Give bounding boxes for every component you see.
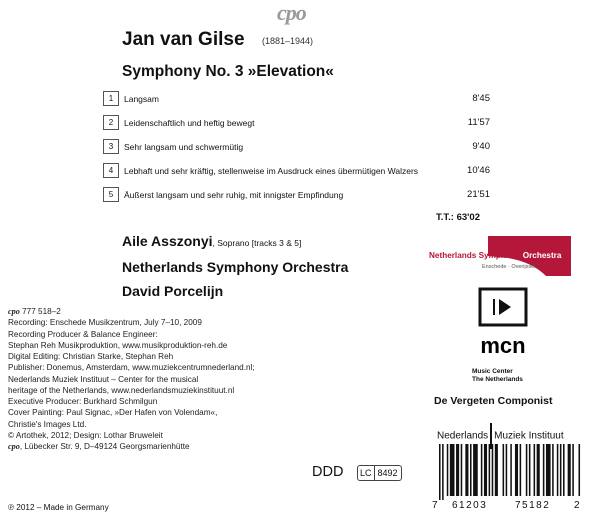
track-row <box>103 137 490 161</box>
address-line <box>8 441 255 452</box>
credits-block <box>8 306 255 452</box>
barcode-bar <box>546 444 551 496</box>
barcode-bar <box>456 444 459 496</box>
barcode-bar <box>489 444 491 496</box>
track-row <box>103 89 490 113</box>
track-list <box>103 89 490 209</box>
barcode-bar <box>465 444 468 496</box>
track-number: 1 <box>103 91 119 106</box>
barcode-bar <box>447 444 449 496</box>
soloist-note: , Soprano [tracks 3 & 5] <box>212 238 302 248</box>
barcode-bar <box>557 444 559 496</box>
barcode-bar <box>461 444 463 496</box>
lc-prefix: LC <box>358 466 375 480</box>
credit-line: Recording: Enschede Musikzentrum, July 7–10, 2009 <box>8 318 202 328</box>
orchestra-name: Netherlands Symphony Orchestra <box>122 259 349 275</box>
barcode-bar <box>552 444 554 496</box>
cpo-logo: cpo <box>277 0 306 25</box>
barcode-bar <box>442 444 444 500</box>
nso-name-part1: Netherlands Symphony <box>429 251 523 260</box>
barcode-bar <box>450 444 455 496</box>
track-row <box>103 113 490 137</box>
track-number: 5 <box>103 187 119 202</box>
barcode-digit-first: 7 <box>432 500 438 511</box>
barcode-bar <box>506 444 508 496</box>
barcode-bar <box>503 444 505 496</box>
barcode-bar <box>537 444 540 496</box>
label-code <box>357 465 402 481</box>
track-row <box>103 185 490 209</box>
track-number: 4 <box>103 163 119 178</box>
soloist-name: Aile Asszonyi <box>122 233 213 249</box>
barcode-bar <box>526 444 528 496</box>
nmi-left: Nederlands <box>437 430 489 442</box>
barcode-digit-last: 2 <box>574 500 580 511</box>
track-title: Sehr langsam und schwermütig <box>124 142 244 152</box>
mcn-logo <box>478 287 528 367</box>
barcode-bar <box>543 444 545 496</box>
track-duration: 11'57 <box>467 117 490 128</box>
barcode-bar <box>568 444 571 496</box>
credit-line: Stephan Reh Musikproduktion, www.musikproduktion-reh.de <box>8 340 228 350</box>
nso-logo <box>428 234 574 278</box>
barcode-bar <box>481 444 483 496</box>
track-title: Leidenschaftlich und heftig bewegt <box>124 118 255 128</box>
track-duration: 21'51 <box>467 189 490 200</box>
barcode-bar <box>439 444 441 500</box>
barcode <box>431 444 581 500</box>
nmi-right: Muziek Instituut <box>494 430 564 442</box>
credit-line: Christie's Images Ltd. <box>8 419 87 429</box>
track-duration: 10'46 <box>467 165 490 176</box>
track-title: Äußerst langsam und sehr ruhig, mit innigster Empfindung <box>124 190 344 200</box>
barcode-bar <box>534 444 536 496</box>
vergeten-componist-logo: De Vergeten Componist <box>434 395 553 407</box>
credit-line: Publisher: Donemus, Amsterdam, www.muziekcentrumnederland.nl; <box>8 363 255 373</box>
nso-location: Enschede · Overijssel <box>482 264 536 270</box>
credit-line: Executive Producer: Burkhard Schmilgun <box>8 397 158 406</box>
credit-line: Recording Producer & Balance Engineer: <box>8 329 158 339</box>
barcode-group2: 75182 <box>515 500 551 511</box>
mcn-caption-line: The Netherlands <box>472 376 523 383</box>
credit-line: Nederlands Muziek Instituut – Center for the musical <box>8 374 199 384</box>
barcode-bar <box>484 444 487 496</box>
barcode-bar <box>563 444 565 496</box>
barcode-bar <box>572 444 574 496</box>
barcode-bar <box>495 444 498 496</box>
nso-name-part2: Orchestra <box>522 251 562 260</box>
track-duration: 9'40 <box>472 141 490 152</box>
composer-name: Jan van Gilse <box>122 29 245 50</box>
barcode-bar <box>529 444 531 496</box>
track-row <box>103 161 490 185</box>
conductor-name: David Porcelijn <box>122 283 224 299</box>
barcode-group1: 61203 <box>452 500 488 511</box>
barcode-bar <box>470 444 472 496</box>
catalog-number: 777 518–2 <box>19 307 61 316</box>
lc-number: 8492 <box>377 468 398 478</box>
composer-dates: (1881–1944) <box>262 36 314 46</box>
mcn-caption-line: Music Center <box>472 368 513 375</box>
credit-line: Digital Editing: Christian Starke, Stephan Reh <box>8 352 174 361</box>
mcn-wordmark: mcn <box>480 333 526 358</box>
address-text: , Lübecker Str. 9, D–49124 Georgsmarienhütte <box>19 442 190 451</box>
total-time: T.T.: 63'02 <box>436 212 480 223</box>
ddd-mark: DDD <box>312 464 344 480</box>
mcn-caption <box>472 368 523 384</box>
copyright-line: ℗ 2012 – Made in Germany <box>8 503 109 512</box>
credit-line: Cover Painting: Paul Signac, »Der Hafen von Volendam«, <box>8 408 218 418</box>
credit-line: heritage of the Netherlands, www.nederlandsmuziekinstituut.nl <box>8 385 235 395</box>
barcode-bar <box>520 444 522 496</box>
barcode-bar <box>473 444 478 496</box>
track-title: Lebhaft und sehr kräftig, stellenweise im Ausdruck eines übermütigen Walzers <box>124 166 419 176</box>
track-title: Langsam <box>124 94 159 104</box>
track-duration: 8'45 <box>472 93 490 104</box>
soloist <box>122 233 301 249</box>
barcode-bar <box>579 444 581 496</box>
work-title: Symphony No. 3 »Elevation« <box>122 63 334 80</box>
barcode-bar <box>515 444 518 496</box>
barcode-bar <box>560 444 562 496</box>
catalog-prefix: cpo <box>8 307 20 316</box>
address-prefix: cpo <box>8 442 20 451</box>
track-number: 2 <box>103 115 119 130</box>
credit-line: © Artothek, 2012; Design: Lothar Bruweleit <box>8 430 163 440</box>
barcode-bar <box>492 444 494 496</box>
svg-text:Netherlands Symphony Orchestra <box>429 251 562 260</box>
barcode-bar <box>510 444 512 496</box>
catalog-line <box>8 306 255 317</box>
track-number: 3 <box>103 139 119 154</box>
